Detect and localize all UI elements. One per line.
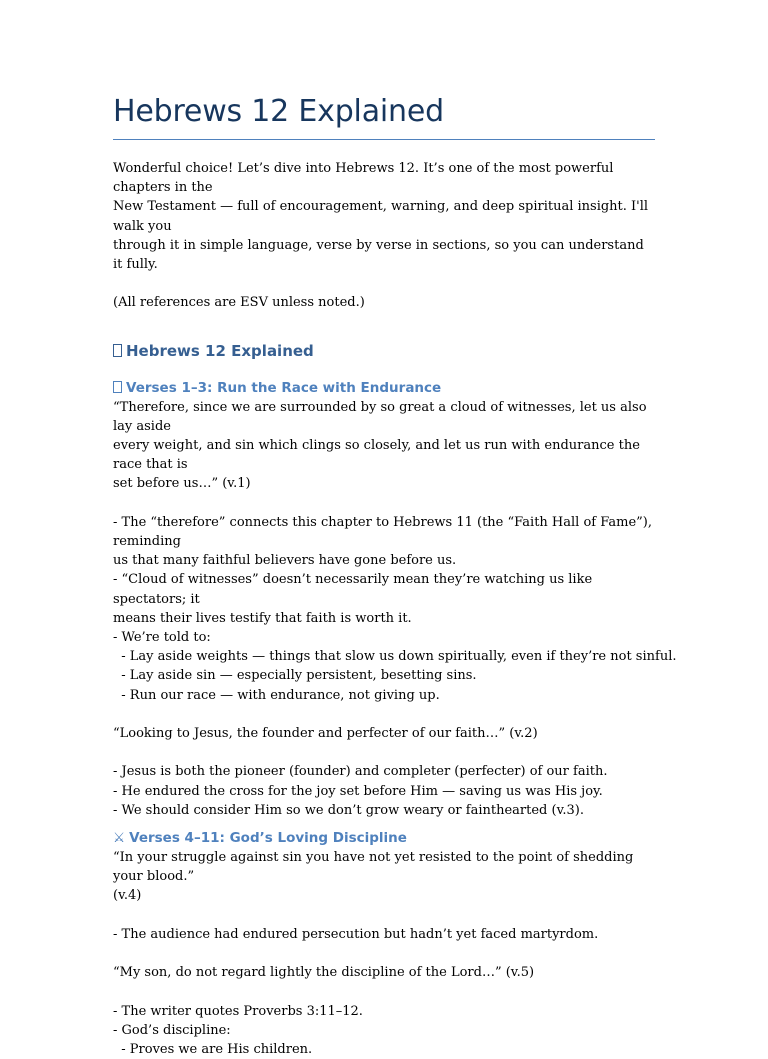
title-underline	[113, 139, 655, 140]
quote-line: “My son, do not regard lightly the discipline of the Lord…” (v.5)	[113, 965, 535, 981]
commentary-line: - God’s discipline:	[113, 1022, 231, 1038]
commentary-line: - Run our race — with endurance, not giving up.	[113, 687, 440, 703]
document-title: Hebrews 12 Explained	[113, 94, 444, 129]
commentary-line: - “Cloud of witnesses” doesn’t necessarily mean they’re watching us like spectators; it	[113, 572, 593, 607]
missing-glyph-box-icon	[113, 381, 122, 393]
commentary-line: - The “therefore” connects this chapter to Hebrews 11 (the “Faith Hall of Fame”), reminding	[113, 514, 652, 550]
commentary-line: means their lives testify that faith is worth it.	[113, 610, 412, 626]
commentary-line: - He endured the cross for the joy set before Him — saving us was His joy.	[113, 783, 603, 799]
commentary-line: - We should consider Him so we don’t grow weary or fainthearted (v.3).	[113, 802, 584, 818]
subsection-heading	[113, 378, 655, 398]
quote-line: every weight, and sin which clings so closely, and let us run with endurance the race that is	[113, 438, 640, 473]
section-heading	[113, 341, 655, 361]
commentary-line: - Proves we are His children.	[113, 1042, 313, 1058]
commentary-line: - Jesus is both the pioneer (founder) and completer (perfecter) of our faith.	[113, 764, 608, 780]
document-body	[113, 159, 677, 1059]
commentary-line: - The audience had endured persecution but hadn’t yet faced martyrdom.	[113, 926, 599, 942]
subsection-heading	[113, 828, 655, 848]
missing-glyph-box-icon	[113, 344, 122, 357]
commentary-line: - Lay aside weights — things that slow us down spiritually, even if they’re not sinful.	[113, 649, 677, 665]
quote-line: “Looking to Jesus, the founder and perfecter of our faith…” (v.2)	[113, 726, 538, 742]
quote-line: set before us…” (v.1)	[113, 476, 251, 492]
section-heading-text: Hebrews 12 Explained	[126, 341, 314, 360]
subsection-heading-text: Verses 4–11: God’s Loving Discipline	[129, 830, 407, 847]
crossed-swords-icon: ⚔	[113, 830, 126, 847]
intro-line: Wonderful choice! Let’s dive into Hebrews 12. It’s one of the most powerful chapters in the	[113, 161, 614, 196]
quote-line: “Therefore, since we are surrounded by so great a cloud of witnesses, let us also lay aside	[113, 399, 647, 434]
subsection-heading-text: Verses 1–3: Run the Race with Endurance	[126, 379, 442, 396]
intro-line: through it in simple language, verse by verse in sections, so you can understand it fully.	[113, 237, 644, 273]
commentary-line: us that many faithful believers have gone before us.	[113, 553, 457, 569]
quote-line: (v.4)	[113, 888, 142, 904]
commentary-line: - Lay aside sin — especially persistent, besetting sins.	[113, 668, 477, 684]
commentary-line: - The writer quotes Proverbs 3:11–12.	[113, 1003, 363, 1019]
intro-line: New Testament — full of encouragement, warning, and deep spiritual insight. I'll walk you	[113, 199, 649, 234]
reference-note: (All references are ESV unless noted.)	[113, 295, 365, 311]
quote-line: “In your struggle against sin you have not yet resisted to the point of shedding your blood.”	[113, 850, 634, 885]
commentary-line: - We’re told to:	[113, 630, 211, 646]
